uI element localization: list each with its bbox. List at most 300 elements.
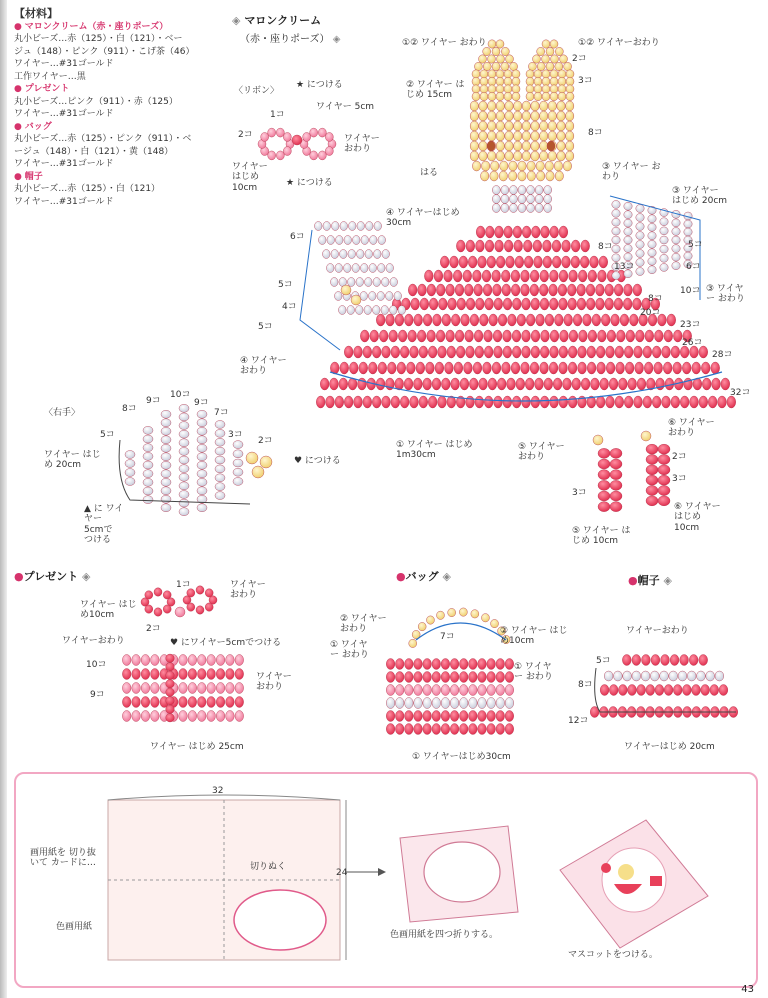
count-32-label: 32コ: [730, 388, 751, 398]
bead: [423, 685, 432, 696]
bead: [122, 655, 131, 666]
bead: [316, 396, 325, 408]
bead: [605, 298, 614, 310]
bead: [354, 396, 363, 408]
materials-line: ワイヤー…#31ゴールド: [14, 159, 114, 169]
bead: [233, 441, 243, 449]
bead: [667, 314, 676, 326]
bead: [468, 256, 477, 268]
bead: [379, 330, 388, 342]
count-23-label: 23コ: [680, 320, 701, 330]
bead: [386, 724, 395, 735]
bead: [122, 669, 131, 680]
bead: [389, 306, 397, 315]
bead: [479, 378, 488, 390]
bead: [125, 451, 135, 459]
bead: [558, 85, 566, 93]
bead: [132, 711, 141, 722]
bead: [708, 396, 717, 408]
bead: [527, 204, 535, 213]
bead: [215, 420, 225, 428]
bead: [506, 256, 515, 268]
bead: [513, 226, 522, 238]
bead: [166, 705, 175, 713]
present-beads: [122, 586, 243, 722]
bead: [179, 683, 188, 694]
bead: [357, 222, 365, 231]
bead: [501, 204, 509, 213]
bead: [587, 346, 596, 358]
bead: [537, 62, 545, 70]
bead: [276, 151, 284, 160]
bead: [480, 77, 488, 85]
bead: [612, 227, 620, 235]
bead: [588, 330, 597, 342]
bead: [655, 685, 664, 696]
bead: [506, 55, 514, 63]
bead: [684, 252, 692, 260]
bead: [612, 218, 620, 226]
bead: [550, 226, 559, 238]
bead: [503, 330, 512, 342]
bead: [233, 459, 243, 467]
bead: [492, 62, 500, 70]
bead: [205, 603, 213, 611]
bead: [423, 659, 432, 670]
bead: [712, 378, 721, 390]
bead: [671, 396, 680, 408]
bead: [569, 270, 578, 282]
bead: [516, 378, 525, 390]
bead: [480, 70, 488, 78]
materials-line: 丸小ビーズ…ピンク（911）・赤（125）: [14, 96, 178, 107]
bead: [179, 439, 189, 447]
bead: [179, 456, 189, 464]
bead: [530, 284, 539, 296]
bead: [479, 131, 487, 141]
bead: [672, 245, 680, 253]
bead: [628, 685, 637, 696]
bead: [414, 659, 423, 670]
bead: [610, 502, 622, 512]
bead: [624, 211, 632, 219]
bead: [438, 298, 447, 310]
bead: [470, 101, 478, 111]
bead: [141, 669, 150, 680]
bead: [564, 314, 573, 326]
bead: [612, 272, 620, 280]
bead: [141, 711, 150, 722]
bead: [544, 204, 552, 213]
bead: [557, 141, 565, 151]
bead: [395, 314, 404, 326]
materials-group-bag: ● バッグ 丸小ビーズ…赤（125）・ピンク（911）・ベ ージュ（148）・白（121）・黄（148） ワイヤー…#31ゴールド: [14, 121, 229, 171]
bead: [610, 480, 622, 490]
bead: [530, 270, 539, 282]
bead: [522, 346, 531, 358]
bead: [531, 151, 539, 161]
bead: [526, 85, 534, 93]
bead: [500, 161, 508, 171]
bead: [531, 111, 539, 121]
bead: [578, 362, 587, 374]
bead: [268, 151, 276, 160]
bead: [504, 77, 512, 85]
bead: [543, 240, 552, 252]
bead: [513, 141, 521, 151]
bead: [664, 330, 673, 342]
bead: [434, 270, 443, 282]
bead: [478, 659, 487, 670]
bead: [216, 711, 225, 722]
bead: [492, 47, 500, 55]
bead: [496, 672, 505, 683]
bead: [395, 698, 404, 709]
bead: [509, 195, 517, 204]
bead: [141, 697, 150, 708]
bead: [505, 672, 514, 683]
bead: [179, 482, 189, 490]
bead: [544, 186, 552, 195]
hat-count-12: 12コ: [568, 716, 589, 726]
bead: [478, 685, 487, 696]
bead: [161, 495, 171, 503]
bead: [424, 270, 433, 282]
bead: [531, 346, 540, 358]
count-2b-label: 2コ: [672, 452, 687, 462]
bead: [590, 256, 599, 268]
bead: [564, 62, 572, 70]
bead: [560, 330, 569, 342]
bead: [632, 671, 641, 681]
bead: [475, 298, 484, 310]
bead: [378, 362, 387, 374]
bead: [470, 111, 478, 121]
bead: [474, 62, 482, 70]
count-4-label: 4コ: [282, 302, 297, 312]
bead: [404, 378, 413, 390]
bead: [540, 346, 549, 358]
bead: [410, 346, 419, 358]
bead: [414, 314, 423, 326]
bead: [360, 264, 368, 273]
bead: [408, 284, 417, 296]
bead: [673, 330, 682, 342]
main-title: ◈ マロンクリーム: [232, 14, 322, 27]
bead: [661, 655, 670, 666]
bead: [641, 671, 650, 681]
bead: [216, 683, 225, 694]
materials-line: 丸小ビーズ…赤（125）・ピンク（911）・ベ: [14, 134, 192, 144]
bead: [252, 466, 264, 478]
bead: [571, 256, 580, 268]
bead: [368, 292, 376, 301]
bead: [188, 711, 197, 722]
bead: [179, 413, 189, 421]
bead: [505, 121, 513, 131]
bead: [539, 101, 547, 111]
bead: [479, 151, 487, 161]
bead: [122, 711, 131, 722]
hat-beads: [590, 655, 738, 718]
bead: [482, 270, 491, 282]
bead: [633, 284, 642, 296]
bead: [461, 314, 470, 326]
bead: [405, 659, 414, 670]
ears-wire-end-right-label: ①② ワイヤーおわり: [578, 38, 660, 48]
bead: [435, 362, 444, 374]
bead: [505, 685, 514, 696]
bead: [466, 346, 475, 358]
bead: [215, 483, 225, 491]
bead: [161, 444, 171, 452]
bead: [531, 101, 539, 111]
bead: [197, 470, 207, 478]
bead: [318, 151, 326, 160]
bead: [427, 284, 436, 296]
present-heart-note: ♥ にワイヤー5cmでつける: [170, 638, 282, 648]
bead: [566, 85, 574, 93]
bead: [615, 396, 624, 408]
bead: [559, 346, 568, 358]
bead: [542, 40, 550, 48]
bead: [196, 586, 204, 594]
bead: [508, 171, 516, 181]
bead: [344, 346, 353, 358]
bead: [472, 85, 480, 93]
main-title-text: マロンクリーム: [244, 14, 322, 27]
bead: [648, 223, 656, 231]
bead: [197, 683, 206, 694]
bead: [428, 346, 437, 358]
bead: [629, 314, 638, 326]
bead: [355, 306, 363, 315]
bead: [480, 85, 488, 93]
materials-line: ワイヤー…#31ゴールド: [14, 109, 114, 119]
bead: [600, 685, 609, 696]
bead: [448, 298, 457, 310]
bead: [487, 151, 495, 161]
bead: [541, 330, 550, 342]
bead: [292, 135, 302, 145]
bead: [624, 219, 632, 227]
bead: [552, 256, 561, 268]
bead: [612, 209, 620, 217]
bead: [577, 298, 586, 310]
bead: [484, 396, 493, 408]
ribbon-beads: [258, 128, 336, 160]
page-number: 43: [741, 984, 754, 995]
bead: [526, 92, 534, 100]
bead: [624, 253, 632, 261]
bead: [216, 655, 225, 666]
bead: [179, 447, 189, 455]
count-3-label: 3コ: [578, 76, 593, 86]
hat-count-8: 8コ: [578, 680, 593, 690]
bead: [466, 240, 475, 252]
bead: [580, 256, 589, 268]
bead: [512, 77, 520, 85]
bead: [459, 698, 468, 709]
bead: [702, 378, 711, 390]
bead: [436, 284, 445, 296]
bead: [662, 396, 671, 408]
bead: [339, 250, 347, 259]
wire5-start-label: ⑤ ワイヤー はじめ 10cm: [572, 526, 631, 547]
hand-count: 9コ: [146, 396, 161, 406]
bead: [658, 486, 670, 496]
bead: [398, 306, 406, 315]
bead: [550, 70, 558, 78]
bead: [330, 378, 339, 390]
bead: [586, 298, 595, 310]
bead: [496, 685, 505, 696]
bead: [558, 92, 566, 100]
count-5b-label: 5コ: [278, 280, 293, 290]
bead: [527, 161, 535, 171]
bead: [539, 131, 547, 141]
bead: [533, 55, 541, 63]
bead: [536, 314, 545, 326]
haru-label: はる: [420, 168, 439, 178]
bead: [487, 256, 496, 268]
bead: [420, 298, 429, 310]
bead: [330, 278, 338, 287]
bead: [179, 490, 189, 498]
bead: [226, 655, 235, 666]
bead: [555, 47, 563, 55]
hat-count-5: 5コ: [596, 656, 611, 666]
bead: [235, 655, 244, 666]
bead: [491, 161, 499, 171]
bead: [476, 226, 485, 238]
bead: [215, 492, 225, 500]
bead: [215, 447, 225, 455]
bead: [550, 85, 558, 93]
bead: [179, 422, 189, 430]
bead: [557, 101, 565, 111]
bead: [658, 455, 670, 465]
present-count-9: 9コ: [90, 690, 105, 700]
bag-wire2-start: ② ワイヤー はじめ10cm: [500, 626, 568, 647]
bead: [151, 697, 160, 708]
bead: [648, 249, 656, 257]
bead: [143, 487, 153, 495]
card-dim-top: 32: [212, 786, 224, 796]
bead: [335, 396, 344, 408]
bead: [368, 362, 377, 374]
present-title-text: プレゼント: [23, 570, 79, 583]
bead: [374, 222, 382, 231]
bead: [472, 77, 480, 85]
bead: [503, 346, 512, 358]
bead: [540, 298, 549, 310]
bead: [179, 404, 189, 412]
bead: [469, 659, 478, 670]
bead: [487, 672, 496, 683]
bead: [484, 330, 493, 342]
bead: [521, 270, 530, 282]
bead: [542, 55, 550, 63]
bead: [233, 477, 243, 485]
bead: [459, 672, 468, 683]
wire6-end-label: ⑥ ワイヤー おわり: [668, 418, 715, 439]
bead: [513, 111, 521, 121]
bead: [386, 685, 395, 696]
bead: [598, 459, 610, 469]
ribbon-title: 〈リボン〉: [234, 86, 280, 96]
bead: [505, 151, 513, 161]
bead: [414, 698, 423, 709]
ribbon-count-1: 1コ: [270, 110, 285, 120]
bead: [512, 92, 520, 100]
bead: [622, 655, 631, 666]
bead: [597, 330, 606, 342]
count-28-label: 28コ: [712, 350, 733, 360]
bead: [487, 141, 495, 151]
bead: [610, 491, 622, 501]
bead: [512, 70, 520, 78]
bead: [455, 330, 464, 342]
bead: [475, 346, 484, 358]
bead: [143, 426, 153, 434]
bead: [382, 250, 390, 259]
bead: [597, 362, 606, 374]
bead: [505, 698, 514, 709]
bead: [566, 92, 574, 100]
bead: [660, 236, 668, 244]
bead: [504, 226, 513, 238]
bead: [215, 438, 225, 446]
bead: [596, 298, 605, 310]
bead: [372, 396, 381, 408]
bead: [378, 236, 386, 245]
bead: [662, 346, 671, 358]
bead: [563, 161, 571, 171]
materials-group-present: ● プレゼント 丸小ビーズ…ピンク（911）・赤（125） ワイヤー…#31ゴールド: [14, 83, 229, 121]
bead: [507, 378, 516, 390]
count-8c-label: 8コ: [648, 294, 663, 304]
bead: [535, 186, 543, 195]
bead: [568, 396, 577, 408]
bead: [598, 270, 607, 282]
bead: [522, 396, 531, 408]
bead: [557, 131, 565, 141]
bead: [544, 195, 552, 204]
bead: [610, 459, 622, 469]
bead: [510, 62, 518, 70]
bead: [624, 396, 633, 408]
bead: [261, 132, 269, 141]
bead: [531, 396, 540, 408]
bead: [327, 236, 335, 245]
bead: [534, 256, 543, 268]
bead: [568, 362, 577, 374]
bead: [460, 378, 469, 390]
bead: [636, 268, 644, 276]
bead: [540, 396, 549, 408]
hand-wire-start: ワイヤー はじめ 20cm: [44, 450, 101, 471]
bead: [179, 508, 189, 516]
materials-line: ワイヤー…#31ゴールド: [14, 196, 114, 207]
bead: [533, 240, 542, 252]
bead: [511, 362, 520, 374]
bead: [283, 132, 291, 141]
bead: [546, 62, 554, 70]
bead: [554, 161, 562, 171]
bead: [441, 378, 450, 390]
bead: [524, 256, 533, 268]
